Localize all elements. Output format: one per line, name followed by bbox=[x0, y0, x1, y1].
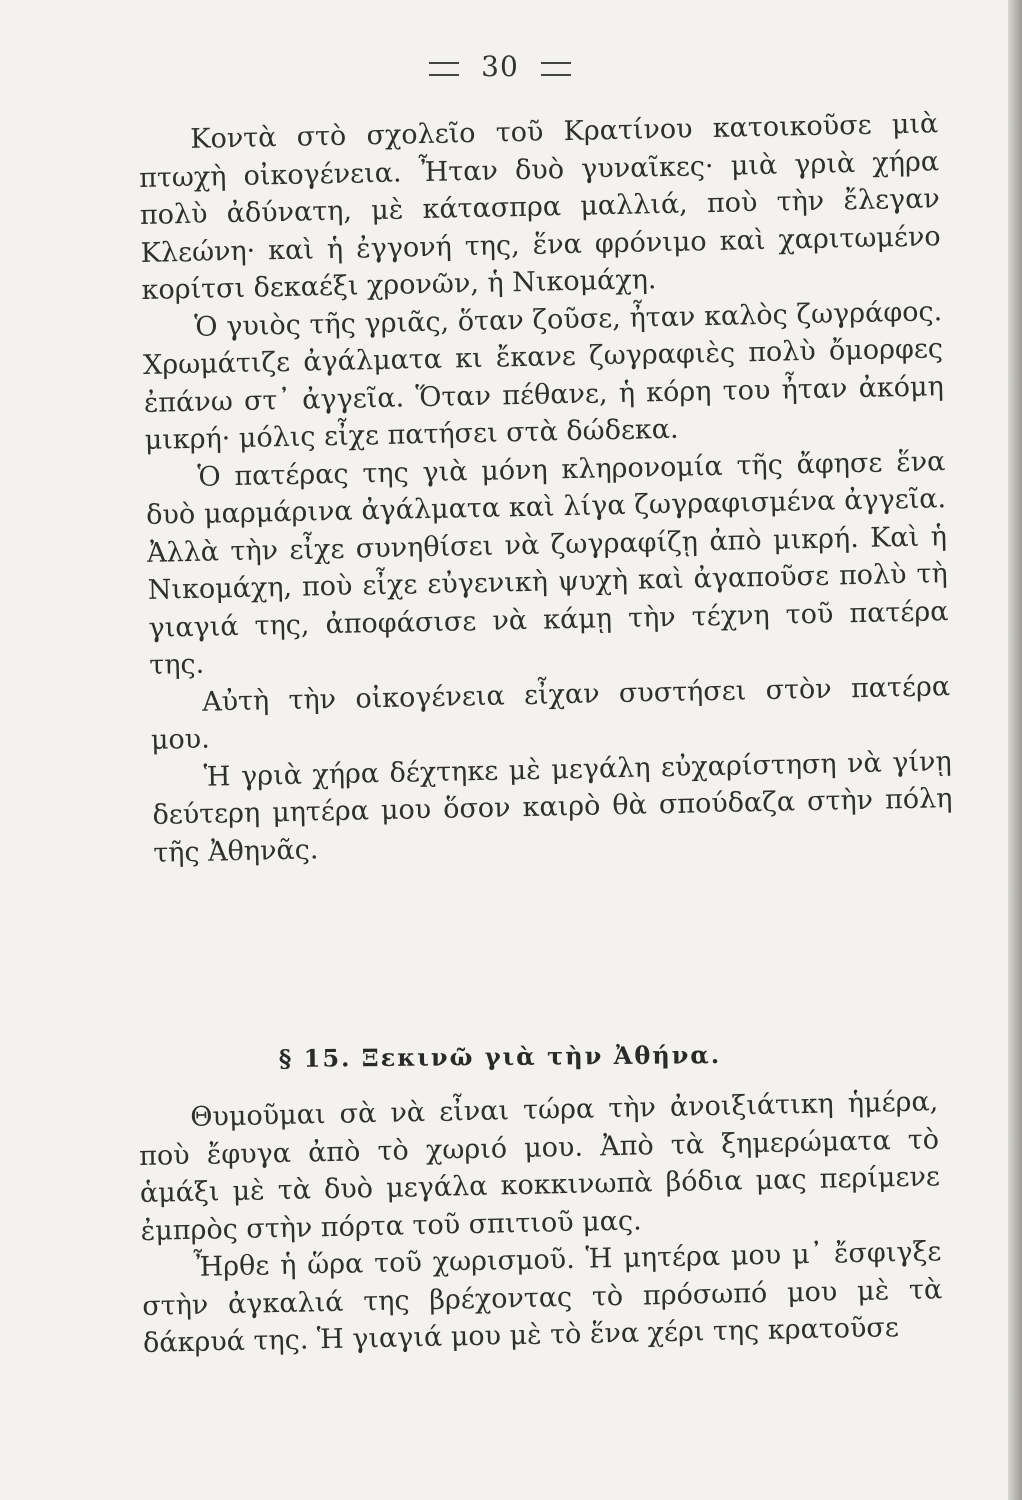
paragraph: Ἦρθε ἡ ὥρα τοῦ χωρισμοῦ. Ἡ μητέρα μου μ᾽ ἔσφιγξε στὴν ἀγκαλιά της βρέχοντας τὸ πρόσωπό μου μὲ τὰ δάκρυά της. Ἡ γιαγιά μου μὲ τὸ ἕνα χέρι της κρατοῦσε bbox=[141, 1236, 943, 1359]
section-1-text bbox=[138, 105, 954, 872]
paragraph: Κοντὰ στὸ σχολεῖο τοῦ Κρατίνου κατοικοῦσε μιὰ πτωχὴ οἰκογένεια. Ἦταν δυὸ γυναῖκες· μιὰ γριὰ χήρα πολὺ ἀδύνατη, μὲ κάτασπρα μαλλιά, ποὺ τὴν ἔλεγαν Κλεώνη· καὶ ἡ ἐγγονή της, ἕνα φρόνιμο καὶ χαριτωμένο κορίτσι δεκαέξι χρονῶν, ἡ Νικομάχη. bbox=[138, 108, 941, 306]
page-edge-shadow bbox=[1008, 0, 1022, 1500]
paragraph: Ὁ πατέρας της γιὰ μόνη κληρονομία τῆς ἄφησε ἕνα δυὸ μαρμάρινα ἀγάλματα καὶ λίγα ζωγραφισμένα ἀγγεῖα. Ἀλλὰ τὴν εἶχε συνηθίσει νὰ ζωγραφίζῃ ἀπὸ μικρή. Καὶ ἡ Νικομάχη, ποὺ εἶχε εὐγενικὴ ψυχὴ καὶ ἀγαποῦσε πολὺ τὴ γιαγιά της, ἀποφάσισε νὰ κάμῃ τὴν τέχνη τοῦ πατέρα της. bbox=[145, 445, 949, 681]
paragraph: Θυμοῦμαι σὰ νὰ εἶναι τώρα τὴν ἀνοιξιάτικη ἡμέρα, ποὺ ἔφυγα ἀπὸ τὸ χωριό μου. Ἀπὸ τὰ ξημερώματα τὸ ἁμάξι μὲ τὰ δυὸ μεγάλα κοκκινωπὰ βόδια μας περίμενε ἐμπρὸς στὴν πόρτα τοῦ σπιτιοῦ μας. bbox=[138, 1086, 941, 1247]
paragraph: Ἡ γριὰ χήρα δέχτηκε μὲ μεγάλη εὐχαρίστηση νὰ γίνῃ δεύτερη μητέρα μου ὅσον καιρὸ θὰ σπούδαζα στὴν πόλη τῆς Ἀθηνᾶς. bbox=[152, 745, 953, 869]
header-rule-left bbox=[429, 62, 459, 76]
paragraph: Ὁ γυιὸς τῆς γριᾶς, ὅταν ζοῦσε, ἦταν καλὸς ζωγράφος. Χρωμάτιζε ἀγάλματα κι ἔκανε ζωγραφιὲς πολὺ ὄμορφες ἐπάνω στ᾽ ἀγγεῖα. Ὅταν πέθανε, ἡ κόρη του ἦταν ἀκόμη μικρή· μόλις εἶχε πατήσει στὰ δώδεκα. bbox=[142, 295, 945, 456]
page-header bbox=[0, 50, 1000, 83]
page-number: 30 bbox=[481, 50, 519, 83]
section-heading: § 15. Ξεκινῶ γιὰ τὴν Ἀθήνα. bbox=[278, 1040, 722, 1073]
header-rule-right bbox=[541, 62, 571, 76]
section-2-text bbox=[138, 1083, 943, 1362]
paragraph: Αὐτὴ τὴν οἰκογένεια εἶχαν συστήσει στὸν πατέρα μου. bbox=[150, 670, 951, 756]
